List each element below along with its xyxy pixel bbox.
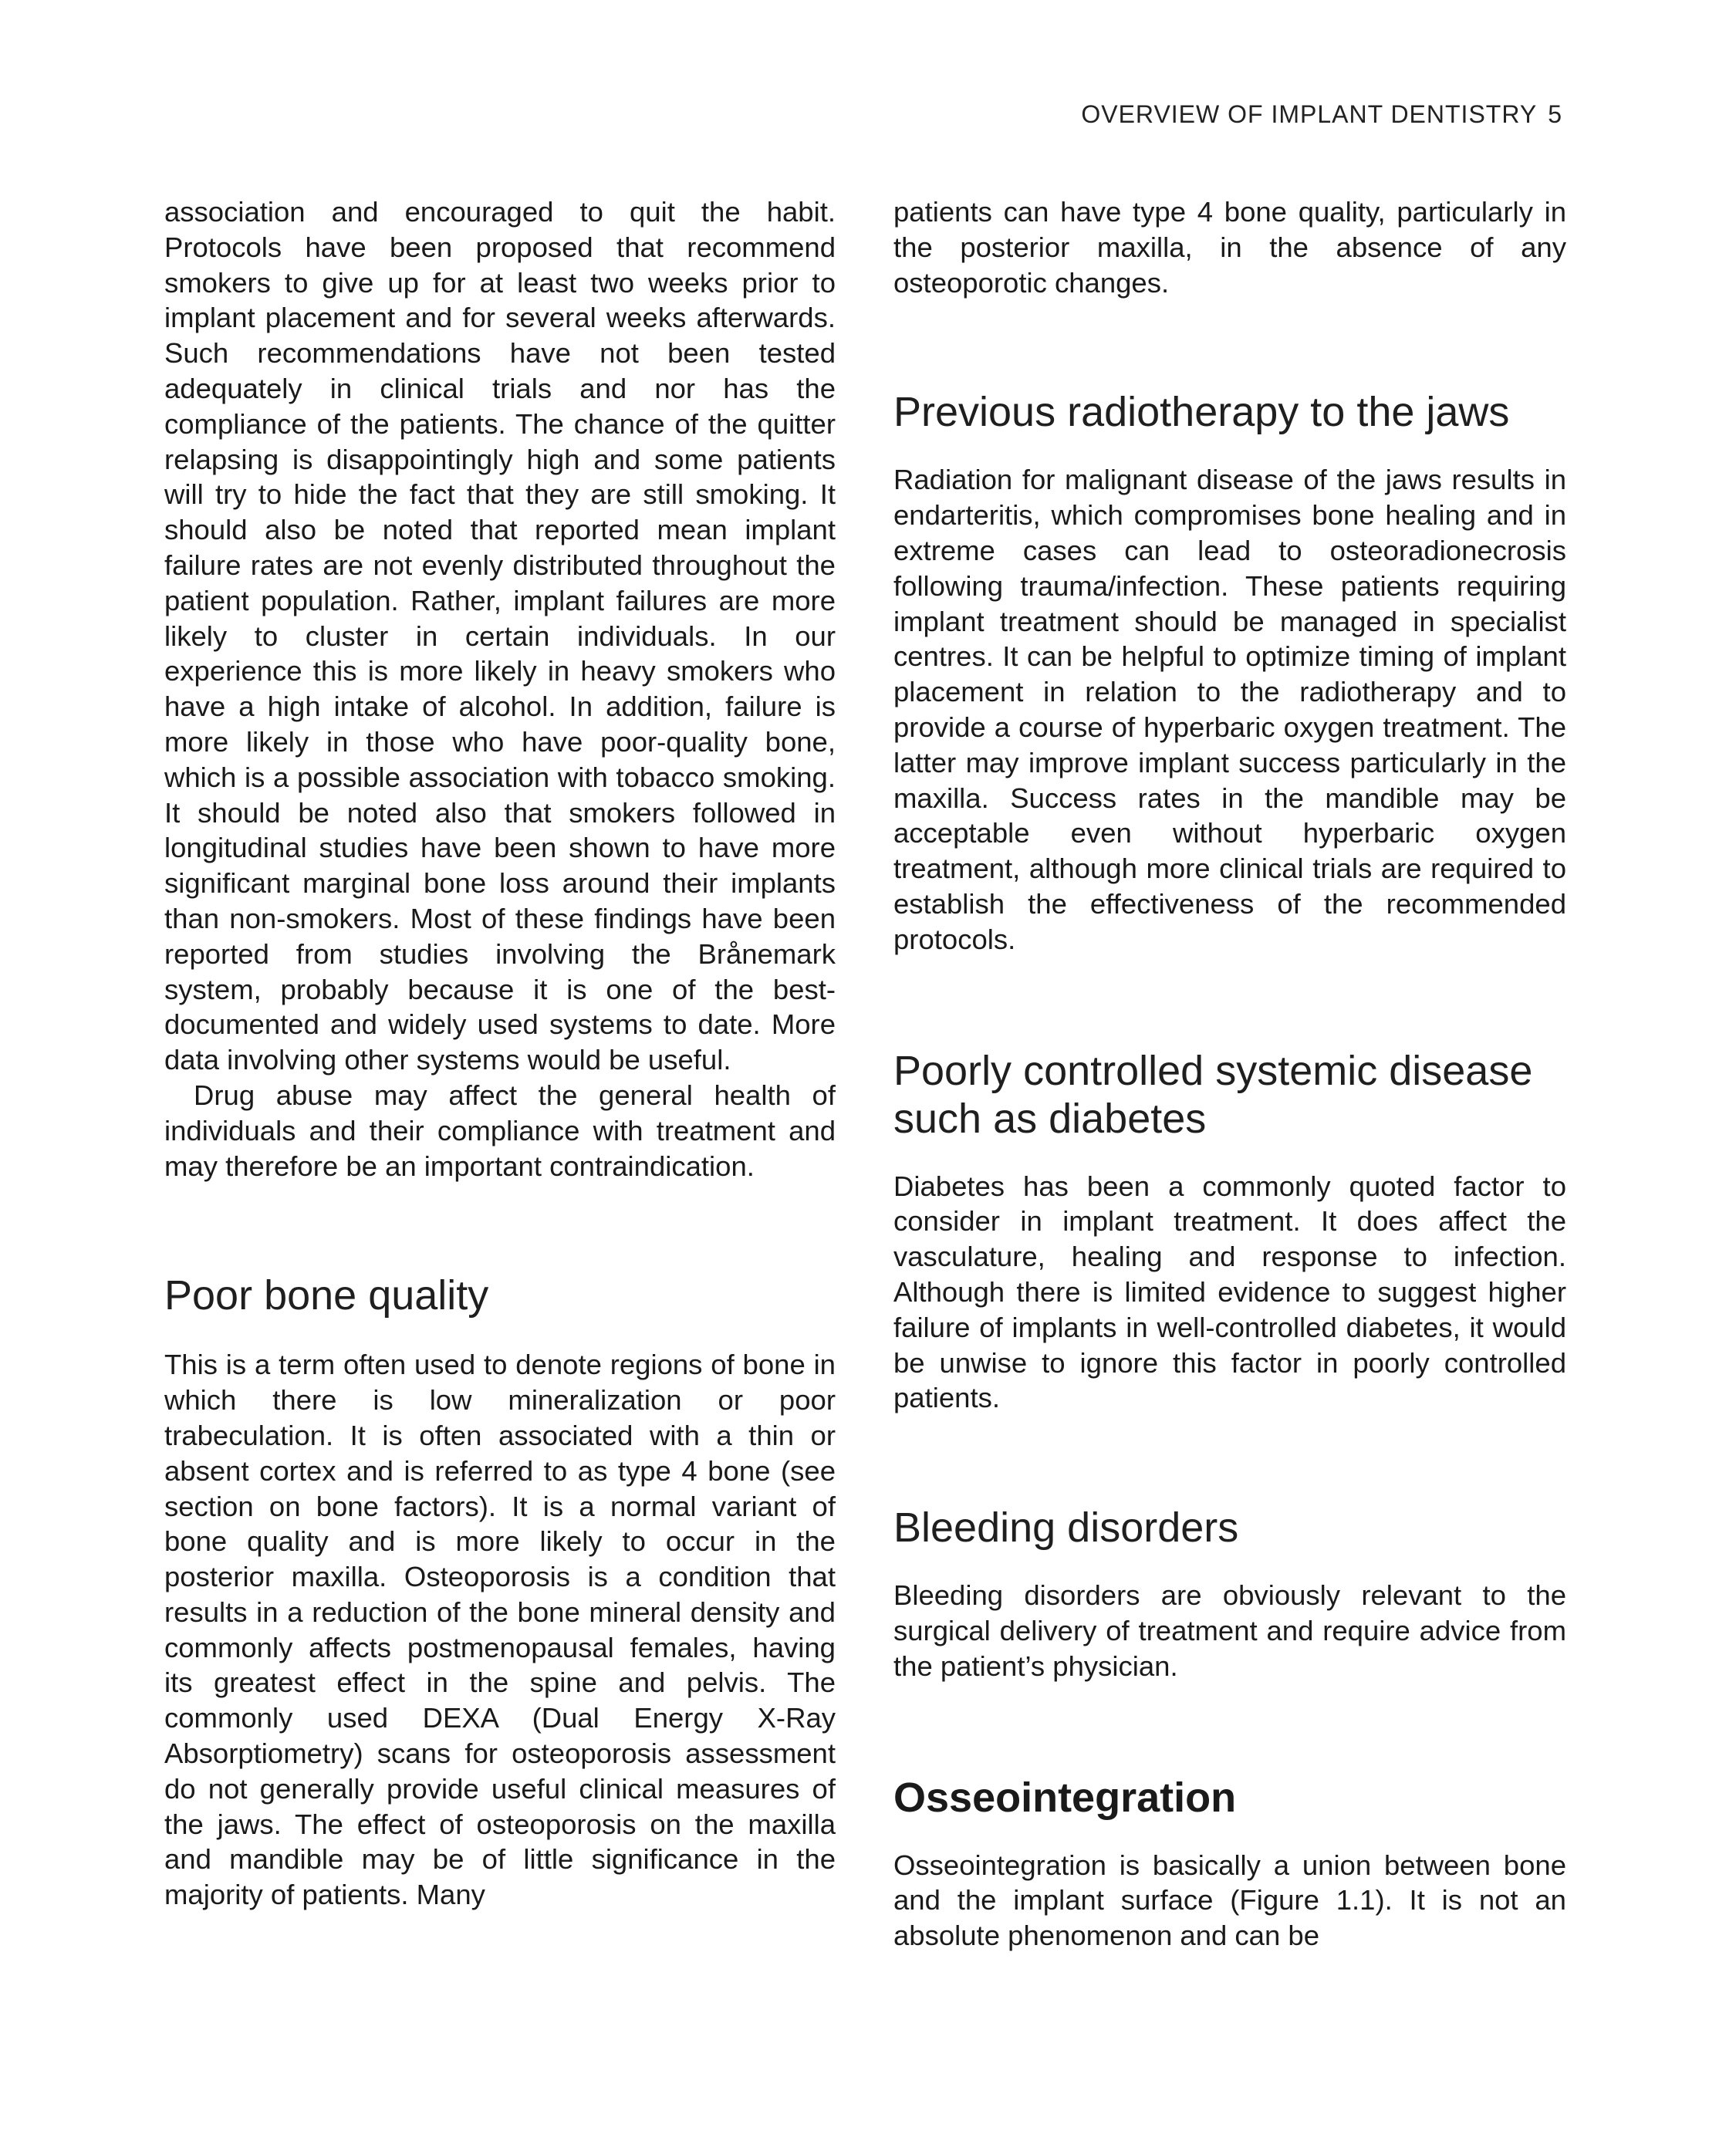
running-title: OVERVIEW OF IMPLANT DENTISTRY <box>1081 100 1538 128</box>
body-paragraph-bone-continued: patients can have type 4 bone quality, particularly in the posterior maxilla, in the absence of any osteoporotic changes. <box>893 196 1566 299</box>
heading-bleeding-disorders: Bleeding disorders <box>893 1504 1239 1552</box>
heading-radiotherapy: Previous radiotherapy to the jaws <box>893 389 1510 436</box>
body-paragraph-bleeding: Bleeding disorders are obviously relevant to the surgical delivery of treatment and require advice from the patient’s physician. <box>893 1579 1566 1682</box>
page-number: 5 <box>1548 100 1562 128</box>
left-column <box>164 194 836 1913</box>
body-paragraph-diabetes: Diabetes has been a commonly quoted factor to consider in implant treatment. It does affect the vasculature, healing and response to infection. Although there is limited evidence to suggest higher failure of implants in well-controlled diabetes, it would be unwise to ignore this factor in poorly controlled patients. <box>893 1170 1566 1414</box>
right-column <box>893 194 1566 1954</box>
heading-osseointegration: Osseointegration <box>893 1774 1237 1821</box>
body-paragraph-radiotherapy: Radiation for malignant disease of the jaws results in endarteritis, which compromises bone healing and in extreme cases can lead to osteoradionecrosis following trauma/infection. These patients requiring implant treatment should be managed in specialist centres. It can be helpful to optimize timing of implant placement in relation to the radiotherapy and to provide a course of hyperbaric oxygen treatment. The latter may improve implant success particularly in the maxilla. Success rates in the mandible may be acceptable even without hyperbaric oxygen treatment, although more clinical trials are required to establish the effectiveness of the recommended protocols. <box>893 464 1566 955</box>
running-header <box>1081 100 1562 129</box>
body-paragraph-bone-quality: This is a term often used to denote regions of bone in which there is low mineralization or poor trabeculation. It is often associated with a thin or absent cortex and is referred to as type 4 bone (see section on bone factors). It is a normal variant of bone quality and is more likely to occur in the posterior maxilla. Osteoporosis is a condition that results in a reduction of the bone mineral density and commonly affects postmenopausal females, having its greatest effect in the spine and pelvis. The commonly used DEXA (Dual Energy X-Ray Absorptiometry) scans for osteoporosis assessment do not generally provide useful clinical measures of the jaws. The effect of osteoporosis on the maxilla and mandible may be of little significance in the majority of patients. Many <box>164 1349 836 1911</box>
heading-systemic-disease: Poorly controlled systemic disease such as diabetes <box>893 1047 1533 1142</box>
body-paragraph-drug-abuse: Drug abuse may affect the general health of individuals and their compliance with treatment and may therefore be an important contraindication. <box>164 1079 836 1182</box>
heading-poor-bone-quality: Poor bone quality <box>164 1272 489 1319</box>
body-paragraph-smoking: association and encouraged to quit the habit. Protocols have been proposed that recommend smokers to give up for at least two weeks prior to implant placement and for several weeks afterwards. Such recommendations have not been tested adequately in clinical trials and nor has the compliance of the patients. The chance of the quitter relapsing is disappointingly high and some patients will try to hide the fact that they are still smoking. It should also be noted that reported mean implant failure rates are not evenly distributed throughout the patient population. Rather, implant failures are more likely to cluster in certain individuals. In our experience this is more likely in heavy smokers who have a high intake of alcohol. In addition, failure is more likely in those who have poor-quality bone, which is a possible association with tobacco smoking. It should be noted also that smokers followed in longitudinal studies have been shown to have more significant marginal bone loss around their implants than non-smokers. Most of these findings have been reported from studies involving the Brånemark system, probably because it is one of the best-documented and widely used systems to date. More data involving other systems would be useful. <box>164 196 836 1076</box>
body-paragraph-osseointegration: Osseointegration is basically a union between bone and the implant surface (Figure 1.1). It is not an absolute phenomenon and can be <box>893 1849 1566 1952</box>
